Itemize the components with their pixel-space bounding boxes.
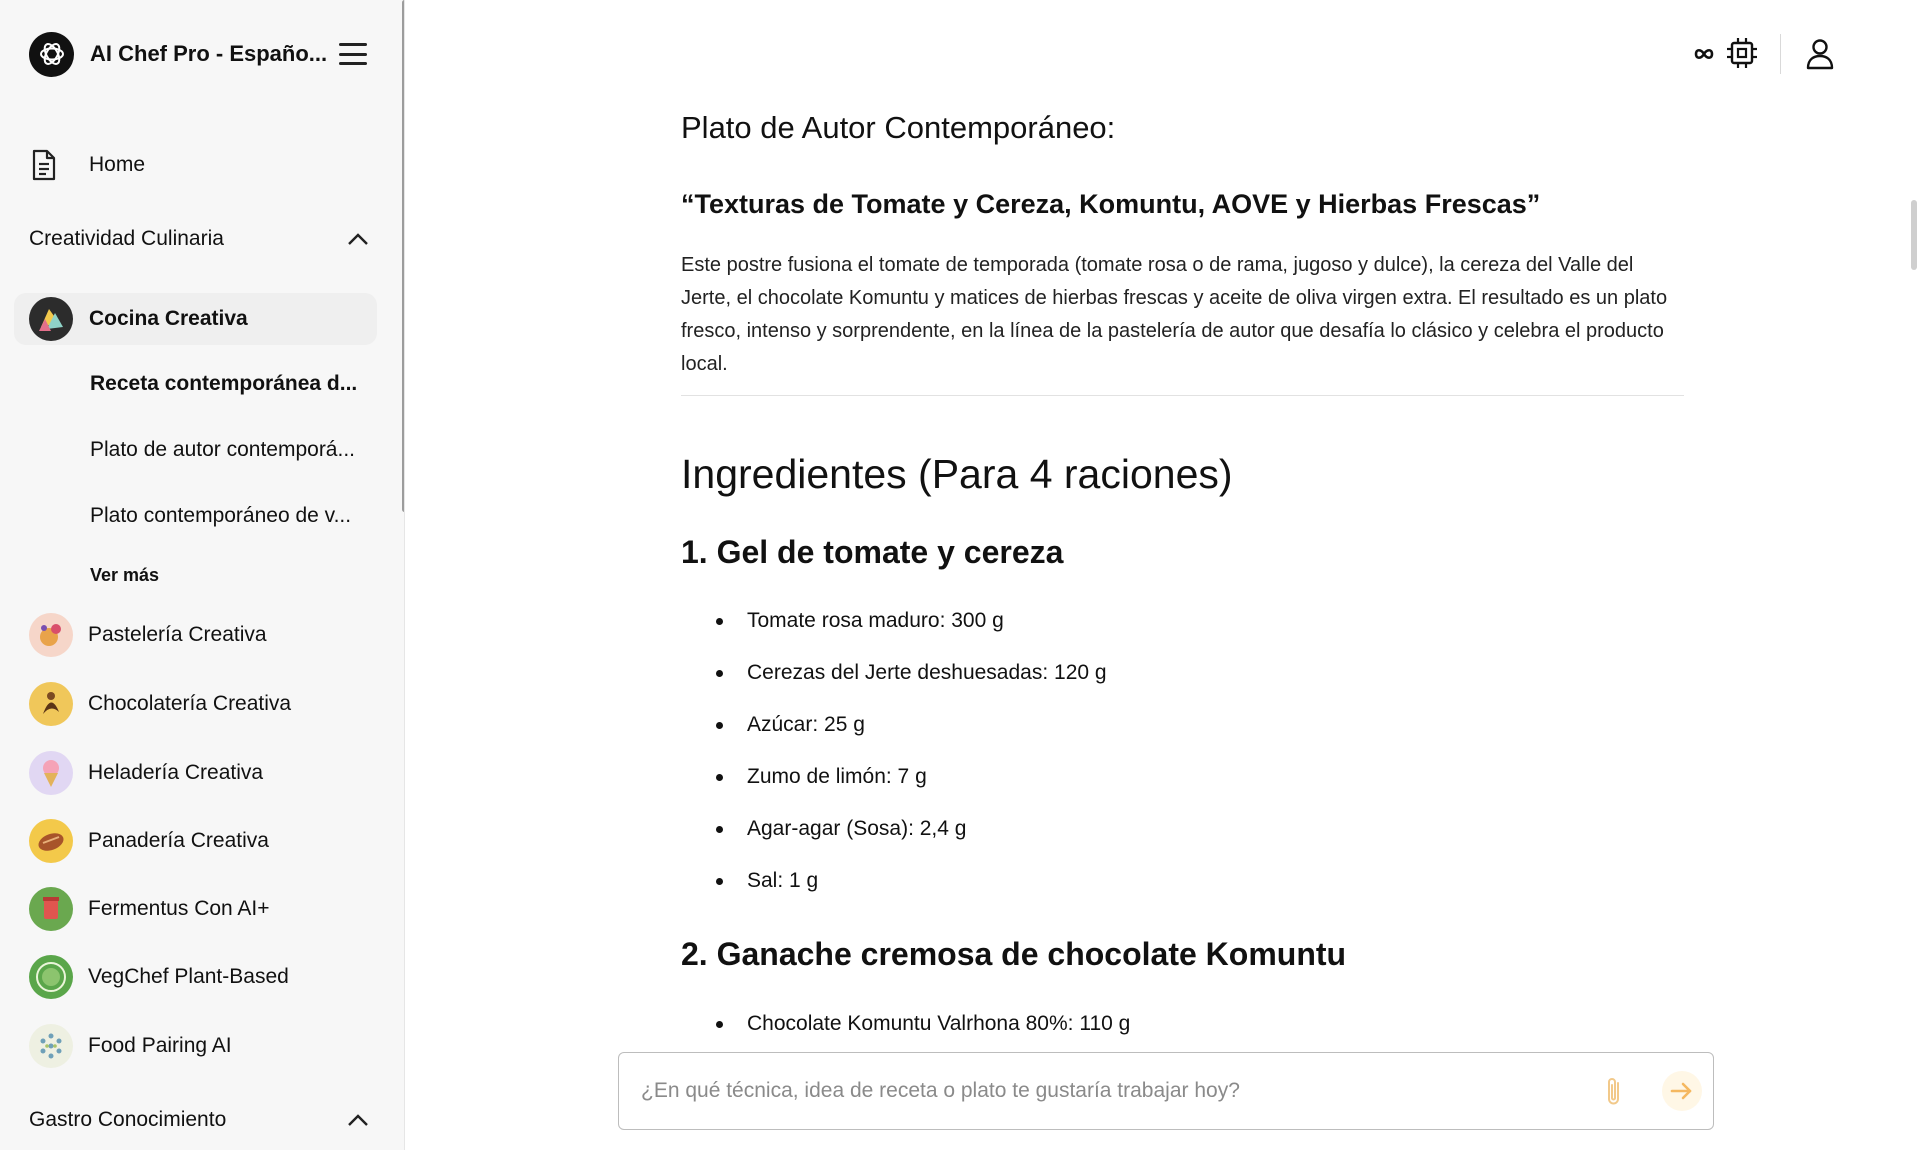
list-item: Agar-agar (Sosa): 2,4 g bbox=[716, 813, 1107, 865]
sidebar-item-label: VegChef Plant-Based bbox=[88, 965, 289, 988]
sidebar-item-label: Home bbox=[89, 153, 146, 176]
main-scrollbar[interactable] bbox=[1911, 200, 1917, 270]
sidebar-item-cocina-creativa[interactable] bbox=[14, 293, 377, 345]
response-heading: Plato de Autor Contemporáneo: bbox=[681, 110, 1116, 145]
section-gastro-conocimiento[interactable] bbox=[29, 1102, 369, 1138]
section-heading: 1. Gel de tomate y cereza bbox=[681, 534, 1064, 570]
paperclip-icon[interactable] bbox=[1604, 1075, 1624, 1109]
app-title: AI Chef Pro - Españo... bbox=[90, 41, 328, 66]
chat-item[interactable]: Receta contemporánea d... bbox=[90, 372, 358, 395]
ingredient-list bbox=[716, 605, 1107, 917]
section-label: Gastro Conocimiento bbox=[29, 1108, 227, 1131]
chocolate-icon bbox=[29, 682, 73, 726]
sidebar-scrollbar[interactable] bbox=[402, 0, 405, 512]
see-more-link[interactable]: Ver más bbox=[90, 565, 160, 585]
pastry-icon bbox=[29, 613, 73, 657]
send-button[interactable] bbox=[1662, 1071, 1702, 1111]
sidebar-item-label: Heladería Creativa bbox=[88, 761, 264, 784]
cpu-chip-icon[interactable] bbox=[1725, 36, 1759, 70]
sidebar bbox=[0, 0, 405, 1150]
sidebar-item-home[interactable] bbox=[29, 145, 145, 185]
list-item: Azúcar: 25 g bbox=[716, 709, 1107, 761]
ice-cream-icon bbox=[29, 751, 73, 795]
list-item: Tomate rosa maduro: 300 g bbox=[716, 605, 1107, 657]
sidebar-item-label: Food Pairing AI bbox=[88, 1034, 232, 1057]
sidebar-item-label: Fermentus Con AI+ bbox=[88, 897, 270, 920]
sidebar-item-pasteleria[interactable] bbox=[29, 612, 267, 658]
openai-logo-icon bbox=[29, 32, 74, 77]
divider bbox=[681, 395, 1684, 396]
sidebar-item-chocolateria[interactable] bbox=[29, 681, 291, 727]
toolbar-divider bbox=[1780, 34, 1781, 74]
sidebar-item-heladeria[interactable] bbox=[29, 750, 263, 796]
chevron-up-icon bbox=[347, 1113, 369, 1127]
chat-item[interactable]: Plato de autor contemporá... bbox=[90, 438, 355, 461]
section-heading: 2. Ganache cremosa de chocolate Komuntu bbox=[681, 936, 1347, 972]
message-composer bbox=[618, 1052, 1714, 1130]
sidebar-item-fermentus[interactable] bbox=[29, 886, 270, 932]
chat-item[interactable]: Plato contemporáneo de v... bbox=[90, 504, 352, 527]
section-label: Creatividad Culinaria bbox=[29, 227, 224, 250]
sidebar-item-food-pairing[interactable] bbox=[29, 1023, 232, 1069]
cocina-creativa-avatar-icon bbox=[29, 297, 73, 341]
sidebar-item-label: Chocolatería Creativa bbox=[88, 692, 292, 715]
molecule-icon bbox=[29, 1024, 73, 1068]
list-item: Zumo de limón: 7 g bbox=[716, 761, 1107, 813]
chevron-up-icon bbox=[347, 232, 369, 246]
list-item: Chocolate Komuntu Valrhona 80%: 110 g bbox=[716, 1008, 1130, 1060]
arrow-right-icon bbox=[1670, 1081, 1694, 1101]
user-icon[interactable] bbox=[1806, 38, 1834, 70]
message-input[interactable] bbox=[641, 1079, 1561, 1103]
sidebar-item-panaderia[interactable] bbox=[29, 818, 269, 864]
brand[interactable] bbox=[29, 31, 327, 77]
list-item: Cerezas del Jerte deshuesadas: 120 g bbox=[716, 657, 1107, 709]
sidebar-item-vegchef[interactable] bbox=[29, 954, 289, 1000]
menu-icon[interactable] bbox=[339, 43, 367, 65]
ingredients-heading: Ingredientes (Para 4 raciones) bbox=[681, 451, 1233, 497]
section-creatividad-culinaria[interactable] bbox=[29, 221, 369, 257]
sidebar-item-label: Cocina Creativa bbox=[89, 307, 248, 330]
list-item: Sal: 1 g bbox=[716, 865, 1107, 917]
dish-description: Este postre fusiona el tomate de temporada (tomate rosa o de rama, jugoso y dulce), la cereza del Valle del Jerte, el chocolate Komuntu y matices de hierbas frescas y aceite de oliva virgen extra. El resultado es un plato fresco, intenso y sorprendente, en la línea de la pastelería de autor que desafía lo clásico y celebra el producto local. bbox=[681, 254, 1668, 375]
bread-icon bbox=[29, 819, 73, 863]
sidebar-item-label: Pastelería Creativa bbox=[88, 623, 267, 646]
sidebar-item-label: Panadería Creativa bbox=[88, 829, 269, 852]
dish-title: “Texturas de Tomate y Cereza, Komuntu, AOVE y Hierbas Frescas” bbox=[681, 189, 1541, 219]
document-icon bbox=[29, 149, 59, 181]
jar-icon bbox=[29, 887, 73, 931]
infinity-icon[interactable] bbox=[1694, 48, 1714, 60]
plant-based-badge-icon bbox=[29, 955, 73, 999]
